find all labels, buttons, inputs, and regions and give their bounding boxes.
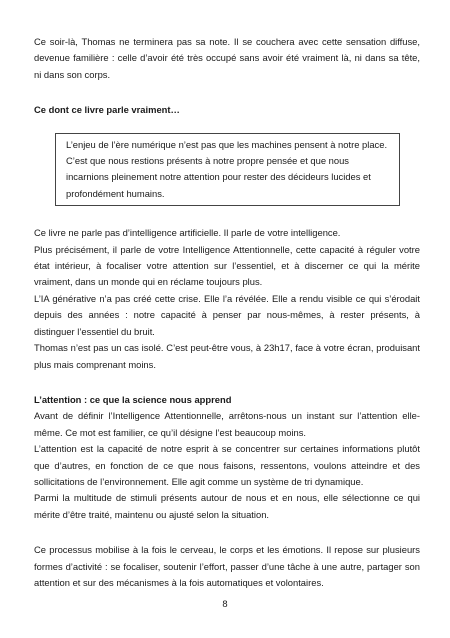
page-number: 8: [222, 598, 228, 609]
body-paragraph: L’IA générative n’a pas créé cette crise. Elle l’a révélée. Elle a rendu visible ce qui s’érodait depuis des années : notre capacité à penser par nous-mêmes, à rester présents, à distinguer l’essentiel du bruit.: [34, 292, 420, 337]
section-heading-book-topic: Ce dont ce livre parle vraiment…: [34, 104, 180, 116]
body-paragraph: Plus précisément, il parle de votre Intelligence Attentionnelle, cette capacité à réguler votre état intérieur, à focaliser votre attention sur l’essentiel, et à discerner ce qui la mérite vraiment, dans un monde qui en réclame toujours plus.: [34, 243, 420, 288]
body-paragraph: Parmi la multitude de stimuli présents autour de nous et en nous, elle sélectionne ce qui mérite d’être traité, maintenu ou ajusté selon la situation.: [34, 492, 420, 520]
body-paragraph: Thomas n’est pas un cas isolé. C’est peut-être vous, à 23h17, face à votre écran, produisant plus mais comprenant moins.: [34, 342, 420, 370]
intro-paragraph: Ce soir-là, Thomas ne terminera pas sa note. Il se couchera avec cette sensation diffuse, devenue familière : celle d’avoir été très occupé sans avoir été vraiment là, ni dans sa tête, ni dans son corps.: [34, 36, 420, 80]
closing-paragraph: Ce processus mobilise à la fois le cerveau, le corps et les émotions. Il repose sur plusieurs formes d’activité : se focaliser, soutenir l’effort, passer d’une tâche à une autre, partager son attention et sur des mécanismes à la fois automatiques et volontaires.: [34, 544, 420, 588]
quote-box: [55, 133, 400, 207]
quote-text: L’enjeu de l’ère numérique n’est pas que les machines pensent à notre place. C’est que nous restions présents à notre propre pensée et que nous incarnions pleinement notre attention pour rester des décideurs lucides et profondément humains.: [66, 138, 388, 199]
body-paragraph: Ce livre ne parle pas d’intelligence artificielle. Il parle de votre intelligence.: [34, 227, 341, 239]
document-page: [34, 34, 420, 591]
body-paragraph: Avant de définir l’Intelligence Attentionnelle, arrêtons-nous un instant sur l’attention elle-même. Ce mot est familier, ce qu’il désigne l’est beaucoup moins.: [34, 410, 420, 438]
section-heading-attention: L’attention : ce que la science nous apprend: [34, 393, 232, 405]
body-paragraph: L’attention est la capacité de notre esprit à se concentrer sur certaines informations plutôt que d’autres, en fonction de ce que nous faisons, ressentons, voulons atteindre et des sollicitations de l’environnement. Elle agit comme un système de tri dynamique.: [34, 443, 420, 487]
